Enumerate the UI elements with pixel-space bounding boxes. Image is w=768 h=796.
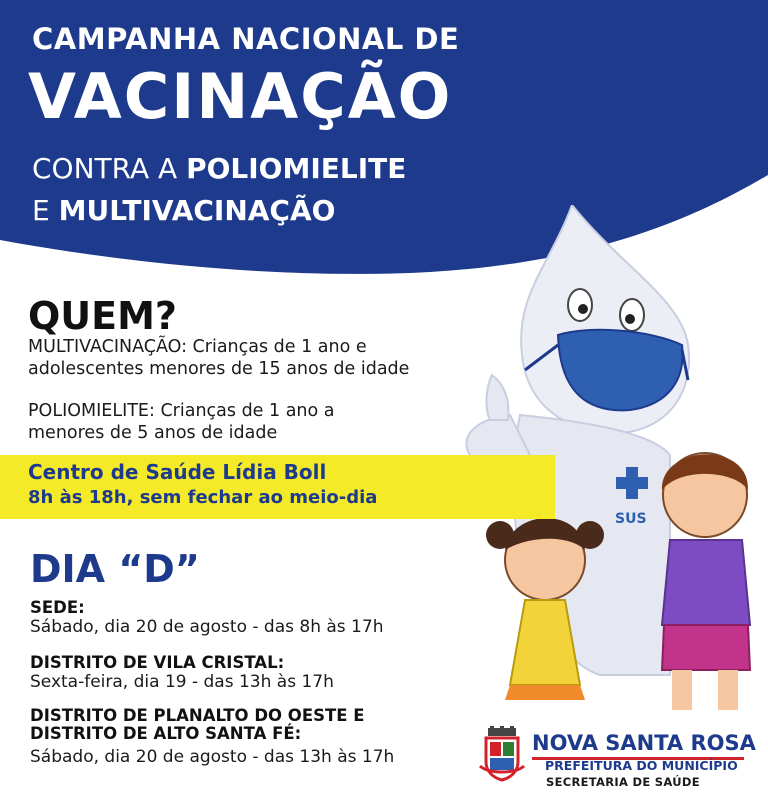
schedule-label-planalto-line1: DISTRITO DE PLANALTO DO OESTE E [30, 706, 365, 725]
polio-eligibility-line2: menores de 5 anos de idade [28, 423, 278, 443]
campaign-title-line1: CAMPANHA NACIONAL DE [32, 22, 460, 56]
campaign-title-main: VACINAÇÃO [28, 60, 453, 133]
schedule-label-planalto-line2: DISTRITO DE ALTO SANTA FÉ: [30, 724, 302, 743]
campaign-subtitle-line2 [32, 194, 335, 227]
location-name: Centro de Saúde Lídia Boll [28, 460, 327, 484]
schedule-text-vila-cristal: Sexta-feira, dia 19 - das 13h às 17h [30, 672, 334, 692]
subtitle-prefix: CONTRA A [32, 152, 187, 185]
schedule-label-vila-cristal: DISTRITO DE VILA CRISTAL: [30, 653, 285, 672]
polio-eligibility-line1: POLIOMIELITE: Crianças de 1 ano a [28, 401, 335, 421]
schedule-text-planalto: Sábado, dia 20 de agosto - das 13h às 17h [30, 747, 395, 767]
multi-eligibility-line1: MULTIVACINAÇÃO: Crianças de 1 ano e [28, 337, 367, 357]
city-name: NOVA SANTA ROSA [532, 731, 756, 755]
municipal-crest-icon [478, 726, 526, 782]
sus-label: SUS [615, 511, 647, 527]
schedule-text-sede: Sábado, dia 20 de agosto - das 8h às 17h [30, 617, 384, 637]
d-day-heading: DIA “D” [30, 547, 200, 591]
subtitle-prefix: E [32, 194, 59, 227]
multi-eligibility-line2: adolescentes menores de 15 anos de idade [28, 359, 410, 379]
who-heading: QUEM? [28, 294, 177, 338]
location-hours: 8h às 18h, sem fechar ao meio-dia [28, 487, 378, 508]
subtitle-multi: MULTIVACINAÇÃO [58, 194, 336, 227]
campaign-subtitle-line1 [32, 152, 406, 185]
subtitle-polio: POLIOMIELITE [186, 152, 407, 185]
city-hall-label: PREFEITURA DO MUNICÍPIO [545, 758, 738, 773]
schedule-label-sede: SEDE: [30, 598, 85, 617]
health-department-label: SECRETARIA DE SAÚDE [546, 775, 700, 789]
